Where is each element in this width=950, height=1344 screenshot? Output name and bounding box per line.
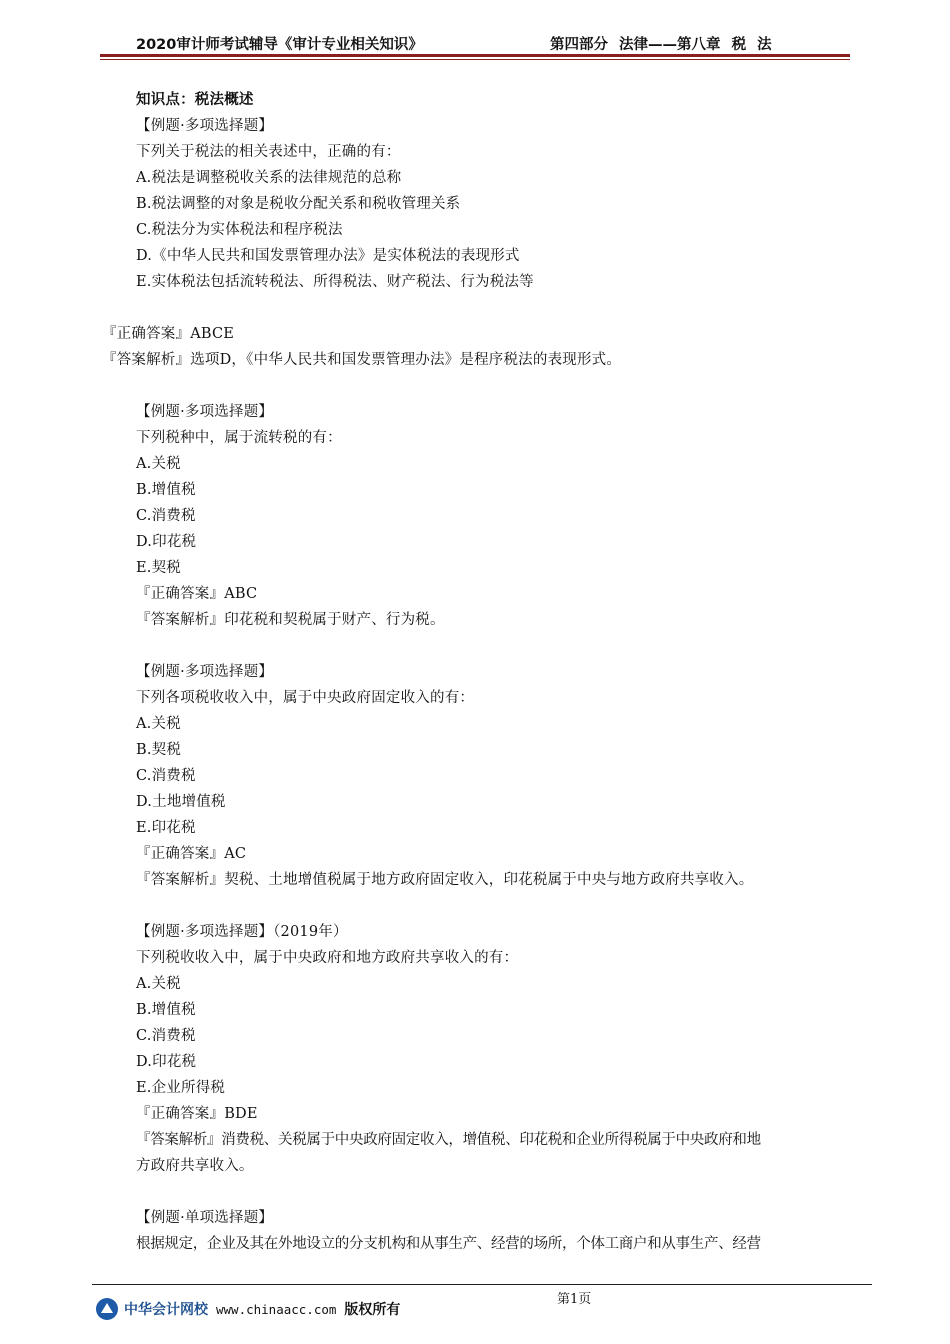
option: D.印花税 [136, 1054, 197, 1070]
option: A.关税 [136, 976, 181, 992]
option: D.印花税 [136, 534, 197, 550]
header-rule-thin [100, 59, 850, 60]
chinaacc-logo-icon [96, 1298, 118, 1320]
footer-rule [92, 1284, 872, 1285]
option: D.土地增值税 [136, 794, 226, 810]
correct-answer: 『正确答案』BDE [136, 1106, 258, 1122]
question-stem: 根据规定，企业及其在外地设立的分支机构和从事生产、经营的场所，个体工商户和从事生产、经营 [136, 1236, 761, 1252]
option: A.税法是调整税收关系的法律规范的总称 [136, 170, 402, 186]
question-stem: 下列各项税收收入中，属于中央政府固定收入的有： [136, 690, 475, 706]
answer-analysis-continued: 方政府共享收入。 [136, 1158, 254, 1174]
header-rule-thick [100, 54, 850, 57]
question-year: （2019年） [273, 924, 348, 940]
option: E.印花税 [136, 820, 196, 836]
option: E.企业所得税 [136, 1080, 226, 1096]
option: C.消费税 [136, 508, 196, 524]
option: D.《中华人民共和国发票管理办法》是实体税法的表现形式 [136, 248, 520, 264]
footer-brand [96, 1296, 400, 1322]
option: A.关税 [136, 456, 181, 472]
option: A.关税 [136, 716, 181, 732]
question-tag: 【例题·单项选择题】 [136, 1210, 274, 1226]
question-stem: 下列税种中，属于流转税的有： [136, 430, 342, 446]
copyright-text: 版权所有 [344, 1302, 401, 1318]
option: B.税法调整的对象是税收分配关系和税收管理关系 [136, 196, 461, 212]
option: B.增值税 [136, 1002, 196, 1018]
question-tag-with-year [136, 922, 348, 942]
answer-analysis: 『答案解析』契税、土地增值税属于地方政府固定收入，印花税属于中央与地方政府共享收入。 [136, 872, 754, 888]
question-tag: 【例题·多项选择题】 [136, 924, 274, 940]
option: C.消费税 [136, 768, 196, 784]
question-tag: 【例题·多项选择题】 [136, 664, 274, 680]
page-header [100, 0, 850, 62]
correct-answer: 『正确答案』AC [136, 846, 247, 862]
answer-analysis: 『答案解析』选项D，《中华人民共和国发票管理办法》是程序税法的表现形式。 [102, 352, 622, 368]
header-title: 2020审计师考试辅导《审计专业相关知识》 [136, 37, 423, 53]
option: C.税法分为实体税法和程序税法 [136, 222, 343, 238]
header-chapter: 第四部分 法律——第八章 税 法 [550, 37, 772, 53]
answer-analysis: 『答案解析』消费税、关税属于中央政府固定收入，增值税、印花税和企业所得税属于中央政府和地 [136, 1132, 761, 1148]
option: B.增值税 [136, 482, 196, 498]
page-number: 第1页 [557, 1292, 592, 1307]
option: C.消费税 [136, 1028, 196, 1044]
question-tag: 【例题·多项选择题】 [136, 118, 274, 134]
option: E.实体税法包括流转税法、所得税法、财产税法、行为税法等 [136, 274, 534, 290]
question-stem: 下列税收收入中，属于中央政府和地方政府共享收入的有： [136, 950, 519, 966]
correct-answer: 『正确答案』ABCE [102, 326, 235, 342]
option: B.契税 [136, 742, 182, 758]
option: E.契税 [136, 560, 181, 576]
brand-name: 中华会计网校 [124, 1302, 208, 1318]
answer-analysis: 『答案解析』印花税和契税属于财产、行为税。 [136, 612, 445, 628]
question-tag: 【例题·多项选择题】 [136, 404, 274, 420]
question-stem: 下列关于税法的相关表述中，正确的有： [136, 144, 401, 160]
correct-answer: 『正确答案』ABC [136, 586, 258, 602]
topic-heading: 知识点：税法概述 [136, 92, 254, 108]
brand-url: www.chinaacc.com [216, 1301, 337, 1317]
